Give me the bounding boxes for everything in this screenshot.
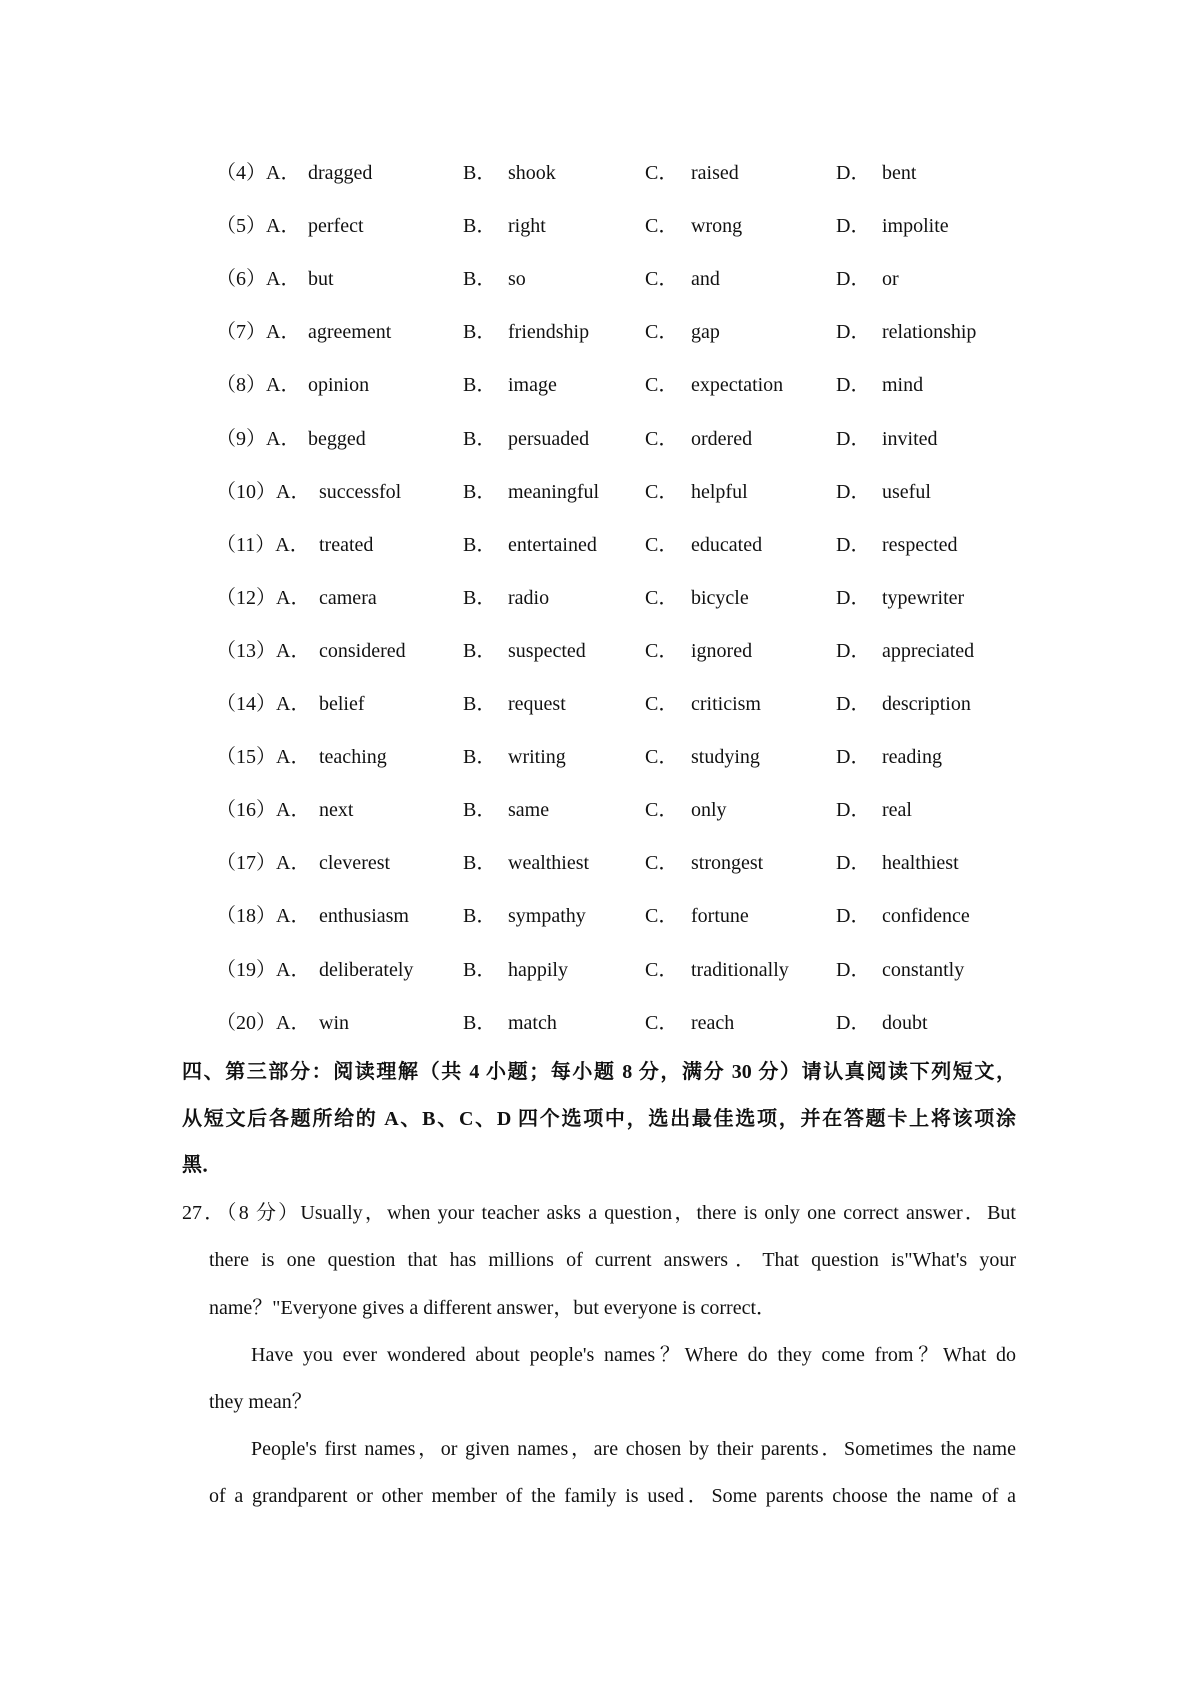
option-b-text: meaningful xyxy=(508,480,600,503)
option-b-text: so xyxy=(508,268,526,291)
option-b-label: B． xyxy=(463,958,497,981)
option-c-text: criticism xyxy=(691,693,761,715)
question-row xyxy=(0,585,1200,611)
option-a-text: begged xyxy=(308,427,366,450)
question-number-label: （7）A． xyxy=(216,321,301,344)
option-b-label: B． xyxy=(463,268,497,291)
option-a-text: teaching xyxy=(319,746,387,769)
section-heading-line: 四、第三部分：阅读理解（共 4 小题；每小题 8 分，满分 30 分）请认真阅读下列短文， xyxy=(182,1061,1016,1083)
option-c-label: C． xyxy=(645,533,679,556)
option-d-label: D． xyxy=(836,639,871,662)
passage-line: there is one question that has millions of current answers．That question is"What's your xyxy=(209,1249,1016,1271)
option-a-text: agreement xyxy=(308,321,392,344)
option-b-text: match xyxy=(508,1011,557,1034)
option-b-label: B． xyxy=(463,905,497,928)
question-row xyxy=(0,266,1200,292)
option-c-label: C． xyxy=(645,586,679,609)
option-d-label: D． xyxy=(836,374,871,397)
option-b-label: B． xyxy=(463,586,497,609)
option-c-text: helpful xyxy=(691,480,748,503)
option-b-text: suspected xyxy=(508,639,586,662)
option-c-label: C． xyxy=(645,639,679,662)
option-c-text: educated xyxy=(691,533,763,556)
question-row xyxy=(0,744,1200,770)
option-d-text: or xyxy=(882,268,899,291)
option-b-text: image xyxy=(508,374,557,397)
question-row xyxy=(0,532,1200,558)
question-number-label: （8）A． xyxy=(216,374,301,397)
option-b-label: B． xyxy=(463,427,497,450)
option-a-text: next xyxy=(319,799,354,822)
option-a-text: win xyxy=(319,1011,349,1034)
question-row xyxy=(0,213,1200,239)
passage-line: 27．（8 分）Usually，when your teacher asks a question，there is only one correct answer．But xyxy=(182,1202,1016,1224)
option-d-label: D． xyxy=(836,693,871,715)
option-b-label: B． xyxy=(463,215,497,238)
option-d-label: D． xyxy=(836,215,871,238)
question-row xyxy=(0,426,1200,452)
option-d-label: D． xyxy=(836,746,871,769)
option-b-label: B． xyxy=(463,799,497,822)
option-c-text: wrong xyxy=(691,215,743,238)
question-number-label: （20）A． xyxy=(216,1011,311,1034)
option-a-text: considered xyxy=(319,639,406,662)
option-b-text: writing xyxy=(508,746,566,769)
option-d-label: D． xyxy=(836,321,871,344)
option-b-text: radio xyxy=(508,586,550,609)
option-d-label: D． xyxy=(836,958,871,981)
option-c-text: raised xyxy=(691,162,739,184)
option-c-text: studying xyxy=(691,746,760,769)
option-c-text: ignored xyxy=(691,639,753,662)
option-d-text: respected xyxy=(882,533,958,556)
option-a-text: deliberately xyxy=(319,958,414,981)
question-number-label: （9）A． xyxy=(216,427,301,450)
passage-line: People's first names，or given names，are chosen by their parents．Sometimes the name xyxy=(251,1438,1016,1460)
option-d-label: D． xyxy=(836,586,871,609)
question-row xyxy=(0,160,1200,186)
option-c-text: reach xyxy=(691,1011,735,1034)
option-d-label: D． xyxy=(836,852,871,875)
option-a-text: camera xyxy=(319,586,377,609)
section-heading-line: 从短文后各题所给的 A、B、C、D 四个选项中，选出最佳选项，并在答题卡上将该项涂 xyxy=(182,1108,1016,1130)
option-c-label: C． xyxy=(645,321,679,344)
passage-line: they mean？ xyxy=(209,1391,312,1413)
option-d-text: confidence xyxy=(882,905,970,928)
option-b-text: happily xyxy=(508,958,568,981)
option-c-label: C． xyxy=(645,162,679,184)
option-d-text: bent xyxy=(882,162,917,184)
option-d-label: D． xyxy=(836,533,871,556)
option-b-label: B． xyxy=(463,693,497,715)
option-a-text: belief xyxy=(319,693,365,715)
option-d-text: doubt xyxy=(882,1011,928,1034)
option-c-label: C． xyxy=(645,374,679,397)
option-d-label: D． xyxy=(836,427,871,450)
option-d-label: D． xyxy=(836,799,871,822)
option-b-label: B． xyxy=(463,480,497,503)
option-b-text: persuaded xyxy=(508,427,590,450)
option-c-text: expectation xyxy=(691,374,784,397)
option-c-label: C． xyxy=(645,693,679,715)
question-row xyxy=(0,372,1200,398)
option-d-text: description xyxy=(882,693,971,715)
section-heading-line: 黑． xyxy=(182,1154,222,1176)
question-row xyxy=(0,691,1200,717)
option-d-text: constantly xyxy=(882,958,965,981)
option-b-label: B． xyxy=(463,374,497,397)
option-c-label: C． xyxy=(645,852,679,875)
question-row xyxy=(0,638,1200,664)
option-d-text: relationship xyxy=(882,321,977,344)
question-number-label: （13）A． xyxy=(216,639,311,662)
question-row xyxy=(0,850,1200,876)
question-row xyxy=(0,797,1200,823)
option-d-text: appreciated xyxy=(882,639,975,662)
option-b-text: entertained xyxy=(508,533,597,556)
question-number-label: （18）A． xyxy=(216,905,311,928)
option-c-label: C． xyxy=(645,427,679,450)
passage-line: of a grandparent or other member of the family is used．Some parents choose the name of a xyxy=(209,1485,1016,1507)
option-a-text: cleverest xyxy=(319,852,391,875)
option-d-label: D． xyxy=(836,162,871,184)
question-row xyxy=(0,1010,1200,1036)
question-number-label: （10）A． xyxy=(216,480,311,503)
option-c-text: only xyxy=(691,799,727,822)
question-number-label: （14）A． xyxy=(216,693,311,715)
question-number-label: （16）A． xyxy=(216,799,311,822)
option-c-text: and xyxy=(691,268,720,291)
option-a-text: successfol xyxy=(319,480,402,503)
option-c-label: C． xyxy=(645,480,679,503)
option-d-label: D． xyxy=(836,1011,871,1034)
question-number-label: （17）A． xyxy=(216,852,311,875)
option-d-text: reading xyxy=(882,746,942,769)
option-d-text: healthiest xyxy=(882,852,959,875)
option-b-label: B． xyxy=(463,162,497,184)
option-c-label: C． xyxy=(645,799,679,822)
option-c-label: C． xyxy=(645,905,679,928)
option-b-label: B． xyxy=(463,852,497,875)
question-number-label: （11）A． xyxy=(216,533,310,556)
option-b-label: B． xyxy=(463,639,497,662)
option-b-text: wealthiest xyxy=(508,852,590,875)
option-d-text: real xyxy=(882,799,912,822)
option-d-text: invited xyxy=(882,427,938,450)
question-number-label: （6）A． xyxy=(216,268,301,291)
option-a-text: opinion xyxy=(308,374,370,397)
option-a-text: enthusiasm xyxy=(319,905,409,928)
option-c-label: C． xyxy=(645,1011,679,1034)
question-number-label: （5）A． xyxy=(216,215,301,238)
option-c-label: C． xyxy=(645,958,679,981)
question-row xyxy=(0,957,1200,983)
passage-line: name？"Everyone gives a different answer，but everyone is correct． xyxy=(209,1297,777,1319)
option-d-text: mind xyxy=(882,374,924,397)
option-d-text: typewriter xyxy=(882,586,965,609)
option-b-text: same xyxy=(508,799,550,822)
option-b-text: request xyxy=(508,693,566,715)
question-number-label: （15）A． xyxy=(216,746,311,769)
option-c-label: C． xyxy=(645,215,679,238)
option-a-text: dragged xyxy=(308,162,373,184)
option-b-label: B． xyxy=(463,533,497,556)
option-c-text: fortune xyxy=(691,905,749,928)
question-row xyxy=(0,479,1200,505)
option-b-text: friendship xyxy=(508,321,590,344)
option-d-text: useful xyxy=(882,480,931,503)
question-number-label: （12）A． xyxy=(216,586,311,609)
question-number-label: （4）A． xyxy=(216,162,301,184)
option-b-text: right xyxy=(508,215,546,238)
option-d-text: impolite xyxy=(882,215,949,238)
option-c-text: strongest xyxy=(691,852,764,875)
question-row xyxy=(0,319,1200,345)
option-d-label: D． xyxy=(836,268,871,291)
option-c-label: C． xyxy=(645,268,679,291)
option-c-text: bicycle xyxy=(691,586,749,609)
passage-line: Have you ever wondered about people's names？Where do they come from？What do xyxy=(251,1344,1016,1366)
option-b-label: B． xyxy=(463,1011,497,1034)
option-b-label: B． xyxy=(463,321,497,344)
option-d-label: D． xyxy=(836,480,871,503)
option-a-text: perfect xyxy=(308,215,364,238)
option-c-text: ordered xyxy=(691,427,753,450)
option-a-text: but xyxy=(308,268,334,291)
option-c-text: traditionally xyxy=(691,958,789,981)
option-b-label: B． xyxy=(463,746,497,769)
question-number-label: （19）A． xyxy=(216,958,311,981)
option-b-text: shook xyxy=(508,162,556,184)
option-d-label: D． xyxy=(836,905,871,928)
question-row xyxy=(0,903,1200,929)
option-c-label: C． xyxy=(645,746,679,769)
option-a-text: treated xyxy=(319,533,374,556)
option-b-text: sympathy xyxy=(508,905,586,928)
option-c-text: gap xyxy=(691,321,720,344)
